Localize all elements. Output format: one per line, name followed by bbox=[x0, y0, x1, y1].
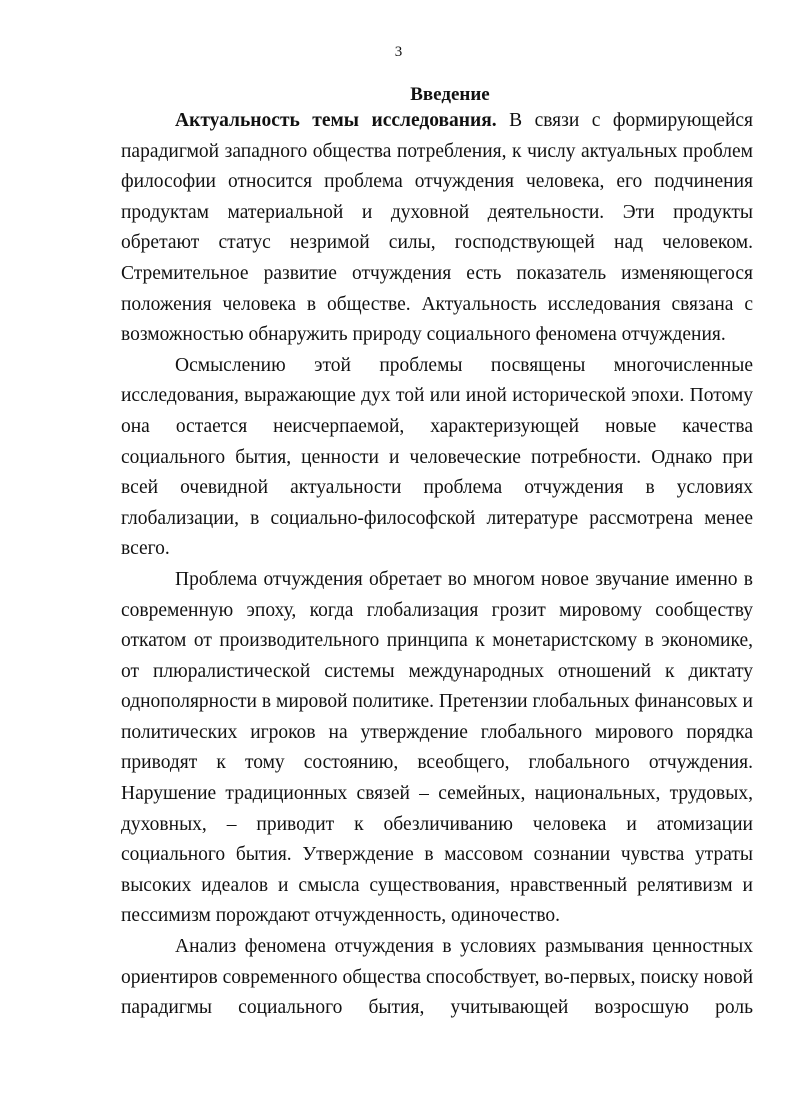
paragraph-text: Осмыслению этой проблемы посвящены многочисленные исследования, выражающие дух той или иной исторической эпохи. Потому она остается неисчерпаемой, характеризующей новые качества социального бытия, ценности и человеческие потребности. Однако при всей очевидной актуальности проблема отчуждения в условиях глобализации, в социально-философской литературе рассмотрена менее всего. bbox=[121, 354, 753, 560]
page-number: 3 bbox=[394, 44, 403, 60]
paragraph-analysis bbox=[121, 932, 753, 1024]
paragraph-globalization bbox=[121, 565, 753, 932]
paragraph-relevance bbox=[121, 106, 753, 351]
paragraph-research bbox=[121, 351, 753, 565]
paragraph-text: Анализ феномена отчуждения в условиях размывания ценностных ориентиров современного общества способствует, во-первых, поиску новой парадигмы социального бытия, учитывающей возросшую роль bbox=[121, 936, 753, 1019]
paragraph-text: Проблема отчуждения обретает во многом новое звучание именно в современную эпоху, когда глобализация грозит мировому сообществу откатом от производительного принципа к монетаристскому в экономике, от плюралистической системы международных отношений к диктату однополярности в мировой политике. Претензии глобальных финансовых и политических игроков на утверждение глобального мирового порядка приводят к тому состоянию, всеобщего, глобального отчуждения. Нарушение традиционных связей – семейных, национальных, трудовых, духовных, – приводит к обезличиванию человека и атомизации социального бытия. Утверждение в массовом сознании чувства утраты высоких идеалов и смысла существования, нравственный релятивизм и пессимизм порождают отчужденность, одиночество. bbox=[121, 568, 753, 927]
section-heading: Введение bbox=[410, 84, 490, 105]
paragraph-lead: Актуальность темы исследования. bbox=[175, 110, 497, 131]
paragraph-text: В связи с формирующейся парадигмой западного общества потребления, к числу актуальных проблем философии относится проблема отчуждения человека, его подчинения продуктам материальной и духовной деятельности. Эти продукты обретают статус незримой силы, господствующей над человеком. Стремительное развитие отчуждения есть показатель изменяющегося положения человека в обществе. Актуальность исследования связана с возможностью обнаружить природу социального феномена отчуждения. bbox=[121, 110, 754, 346]
body-text bbox=[121, 106, 753, 1024]
